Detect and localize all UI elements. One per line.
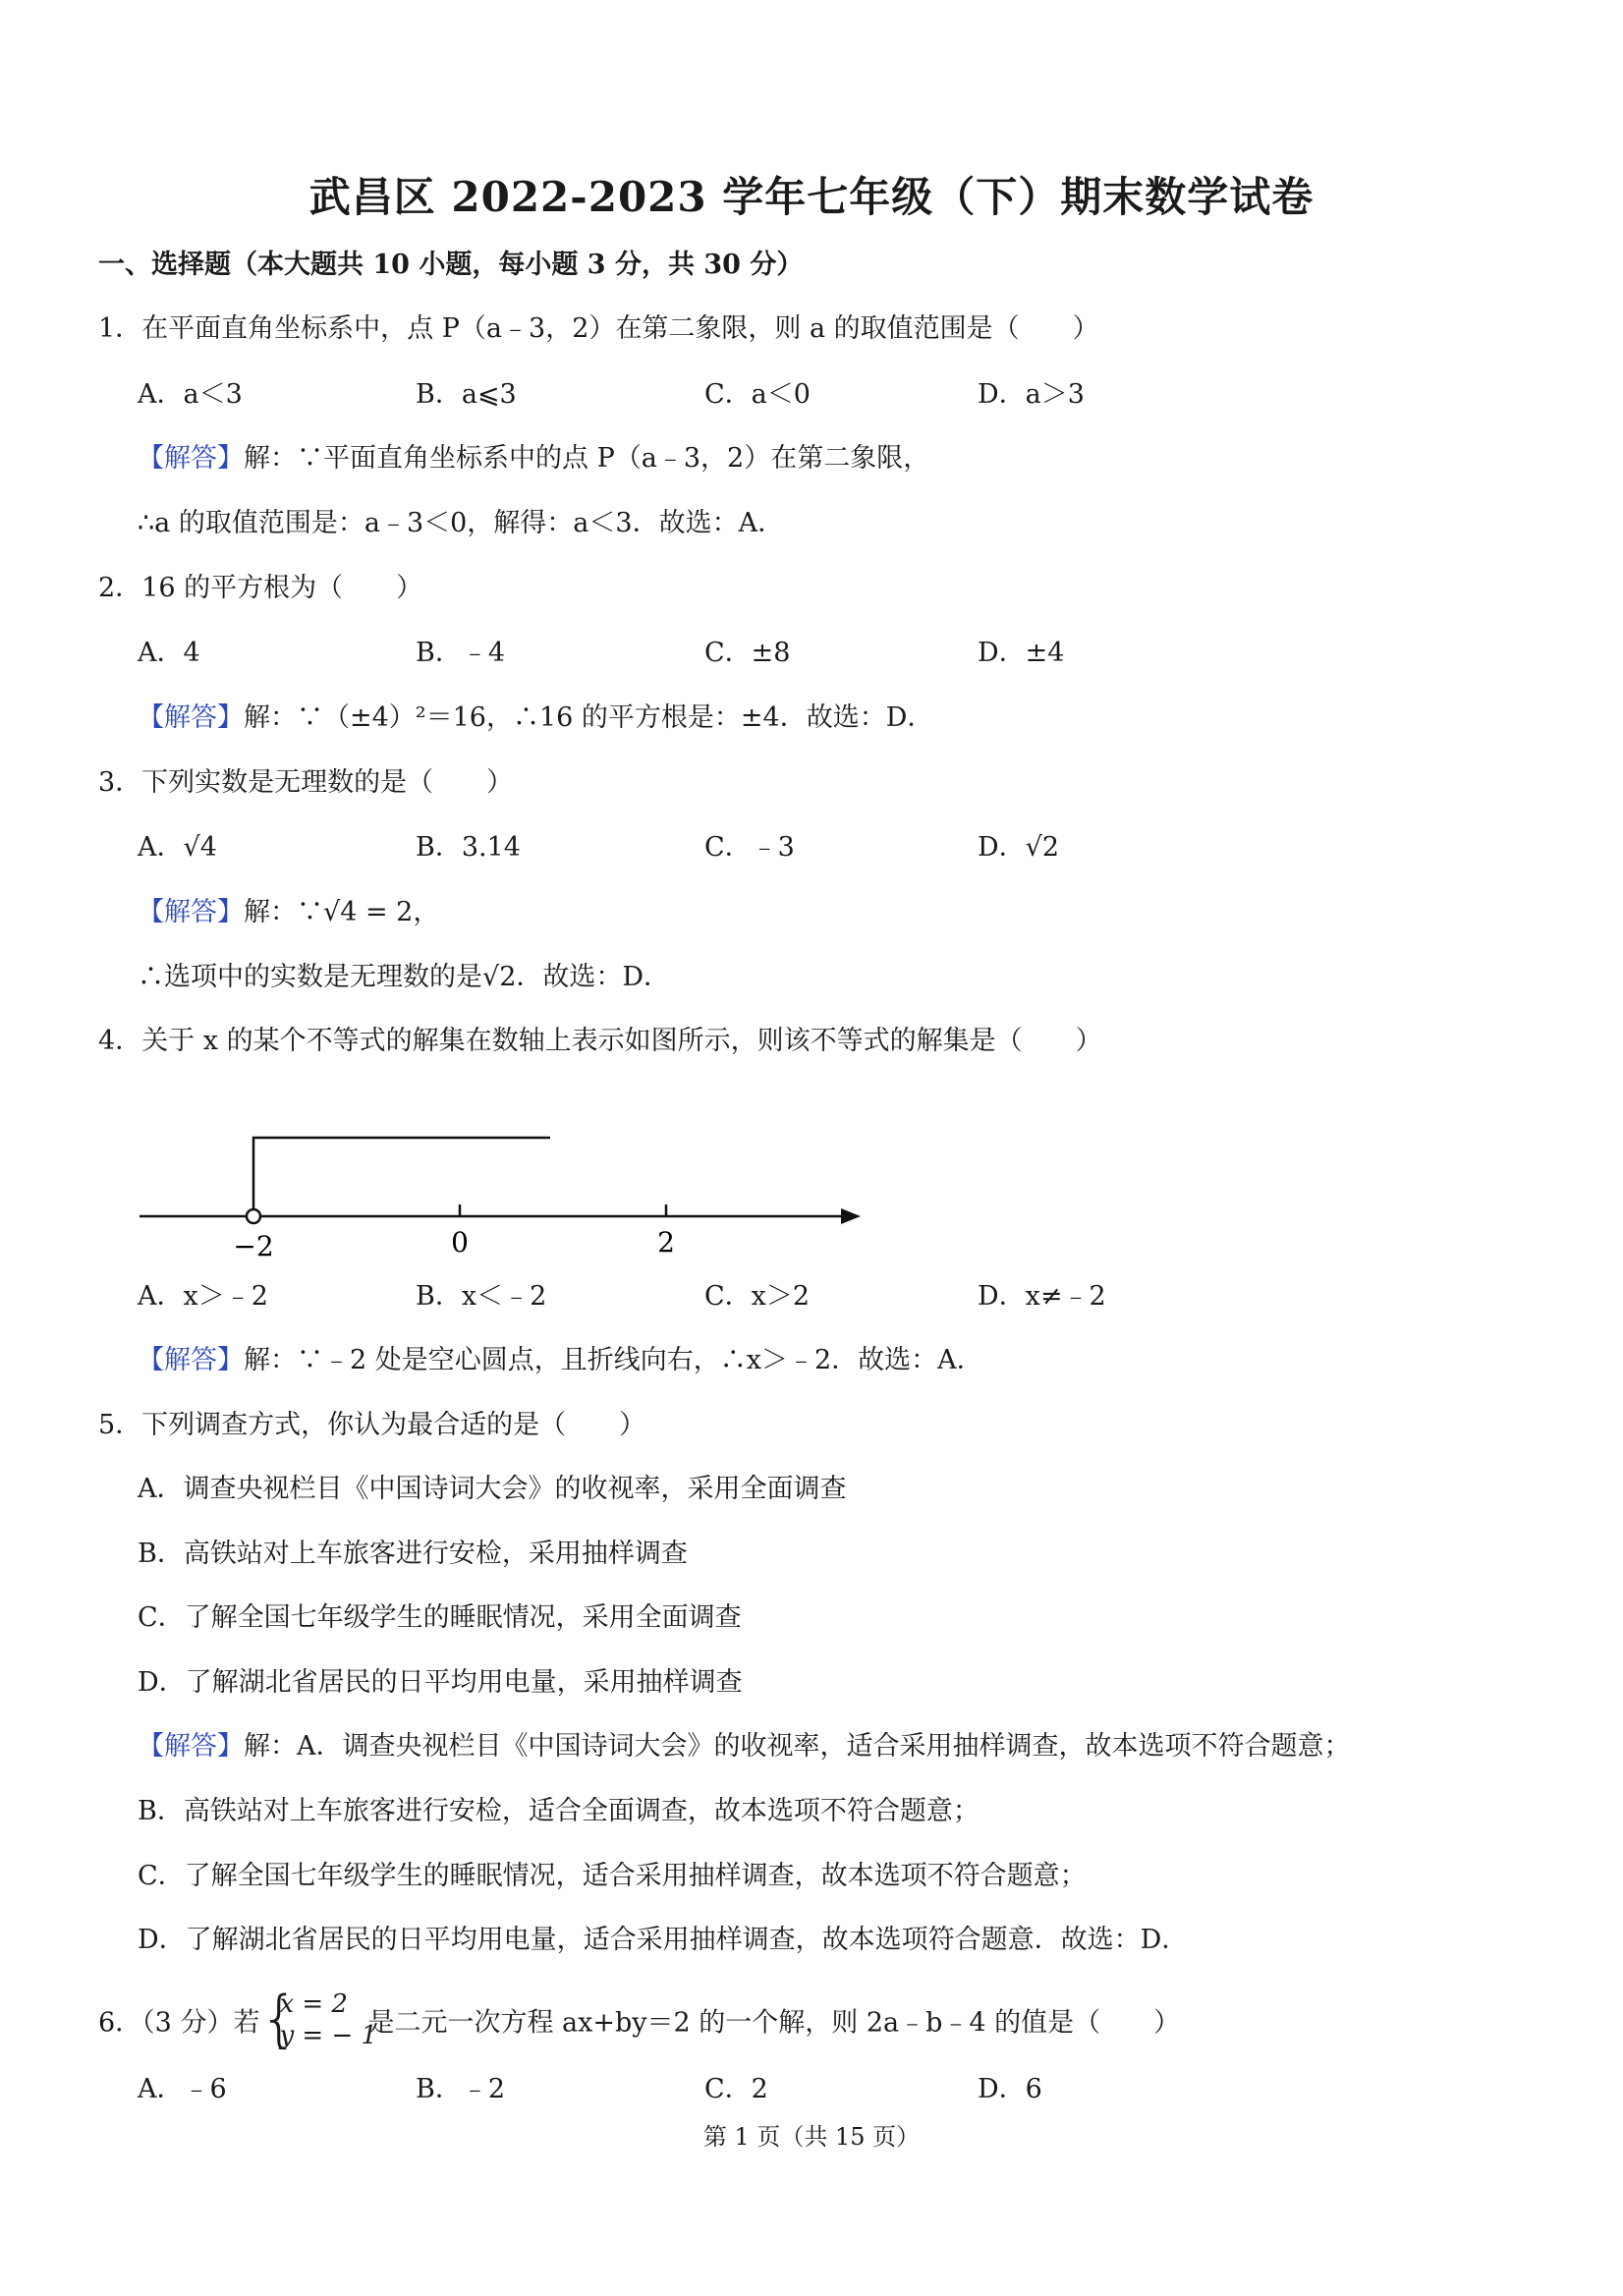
question-3-answer-line2: ∴选项中的实数是无理数的是√2．故选：D． xyxy=(138,962,671,992)
question-4-stem: 4．关于 x 的某个不等式的解集在数轴上表示如图所示，则该不等式的解集是（ ） xyxy=(98,1026,1102,1056)
number-line-figure xyxy=(128,1120,894,1277)
question-1-options xyxy=(138,378,1513,412)
option-c: C．a＜0 xyxy=(704,379,811,410)
tick-label: −2 xyxy=(233,1230,274,1262)
question-5-answer-line4: D．了解湖北省居民的日平均用电量，适合采用抽样调查，故本选项符合题意．故选：D． xyxy=(138,1925,1189,1955)
tick-label: 2 xyxy=(657,1226,675,1259)
option-b: B．a⩽3 xyxy=(416,379,517,410)
open-point xyxy=(247,1209,260,1223)
answer-tag: 【解答】 xyxy=(138,702,244,733)
question-4-answer-line1: 【解答】解：∵﹣2 处是空心圆点，且折线向右，∴x＞﹣2．故选：A． xyxy=(138,1345,983,1375)
option-d: D．了解湖北省居民的日平均用电量，采用抽样调查 xyxy=(138,1667,743,1698)
answer-tag: 【解答】 xyxy=(138,1731,244,1762)
axis-arrow-icon xyxy=(841,1208,861,1224)
option-b: B．﹣4 xyxy=(416,638,506,668)
question-1-answer-line1: 【解答】解：∵平面直角坐标系中的点 P（a﹣3，2）在第二象限， xyxy=(138,443,930,474)
question-5-stem: 5．下列调查方式，你认为最合适的是（ ） xyxy=(98,1410,646,1440)
option-a: A．调查央视栏目《中国诗词大会》的收视率，采用全面调查 xyxy=(138,1474,847,1504)
answer-tag: 【解答】 xyxy=(138,897,244,927)
question-4-options xyxy=(138,1280,1513,1314)
option-a: A．√4 xyxy=(138,832,217,863)
question-2-options xyxy=(138,637,1513,670)
option-d: D．√2 xyxy=(978,832,1060,863)
option-c: C．2 xyxy=(704,2074,768,2104)
option-b: B．﹣2 xyxy=(416,2074,506,2104)
option-b: B．高铁站对上车旅客进行安检，采用抽样调查 xyxy=(138,1539,688,1569)
question-2-answer-line1: 【解答】解：∵（±4）²＝16，∴16 的平方根是：±4．故选：D． xyxy=(138,702,934,733)
question-3-answer-line1: 【解答】解：∵√4 = 2， xyxy=(138,897,440,927)
question-6-stem: 6．（3 分）若 { x = 2 y = − 1 是二元一次方程 ax+by＝2 的一个解，则 2a﹣b﹣4 的值是（ ） xyxy=(98,1983,1181,2054)
option-c: C．了解全国七年级学生的睡眠情况，采用全面调查 xyxy=(138,1602,742,1633)
question-5-answer-line1: 【解答】解：A．调查央视栏目《中国诗词大会》的收视率，适合采用抽样调查，故本选项不符合题意； xyxy=(138,1731,1351,1762)
page-footer: 第 1 页（共 15 页） xyxy=(702,2123,921,2151)
equation-system: { x = 2 y = − 1 xyxy=(259,1983,378,2054)
question-6-options xyxy=(138,2073,1513,2106)
page-title: 武昌区 2022-2023 学年七年级（下）期末数学试卷 xyxy=(308,173,1315,221)
question-5-answer-line2: B．高铁站对上车旅客进行安检，适合全面调查，故本选项不符合题意； xyxy=(138,1796,979,1826)
question-1-stem: 1．在平面直角坐标系中，点 P（a﹣3，2）在第二象限，则 a 的取值范围是（ ） xyxy=(98,313,1099,344)
question-2-stem: 2．16 的平方根为（ ） xyxy=(98,573,423,603)
tick-label: 0 xyxy=(451,1226,469,1259)
option-d: D．±4 xyxy=(978,638,1065,668)
answer-tag: 【解答】 xyxy=(138,443,244,474)
brace-icon: { xyxy=(259,1983,299,2054)
option-d: D．x≠﹣2 xyxy=(978,1281,1106,1312)
solution-ray xyxy=(253,1138,550,1210)
question-1-answer-line2: ∴a 的取值范围是：a﹣3＜0，解得：a＜3．故选：A． xyxy=(138,508,785,538)
option-c: C．±8 xyxy=(704,638,791,668)
option-a: A．x＞﹣2 xyxy=(138,1281,268,1312)
option-d: D．6 xyxy=(978,2074,1042,2104)
option-d: D．a＞3 xyxy=(978,379,1085,410)
option-c: C．﹣3 xyxy=(704,832,795,863)
answer-tag: 【解答】 xyxy=(138,1345,244,1375)
option-b: B．3.14 xyxy=(416,832,521,863)
section-heading: 一、选择题（本大题共 10 小题，每小题 3 分，共 30 分） xyxy=(98,250,804,280)
option-b: B．x＜﹣2 xyxy=(416,1281,547,1312)
option-a: A．4 xyxy=(138,638,200,668)
option-a: A．﹣6 xyxy=(138,2074,227,2104)
question-3-options xyxy=(138,831,1513,865)
option-c: C．x＞2 xyxy=(704,1281,811,1312)
option-a: A．a＜3 xyxy=(138,379,243,410)
question-5-answer-line3: C．了解全国七年级学生的睡眠情况，适合采用抽样调查，故本选项不符合题意； xyxy=(138,1861,1087,1891)
question-3-stem: 3．下列实数是无理数的是（ ） xyxy=(98,767,514,798)
